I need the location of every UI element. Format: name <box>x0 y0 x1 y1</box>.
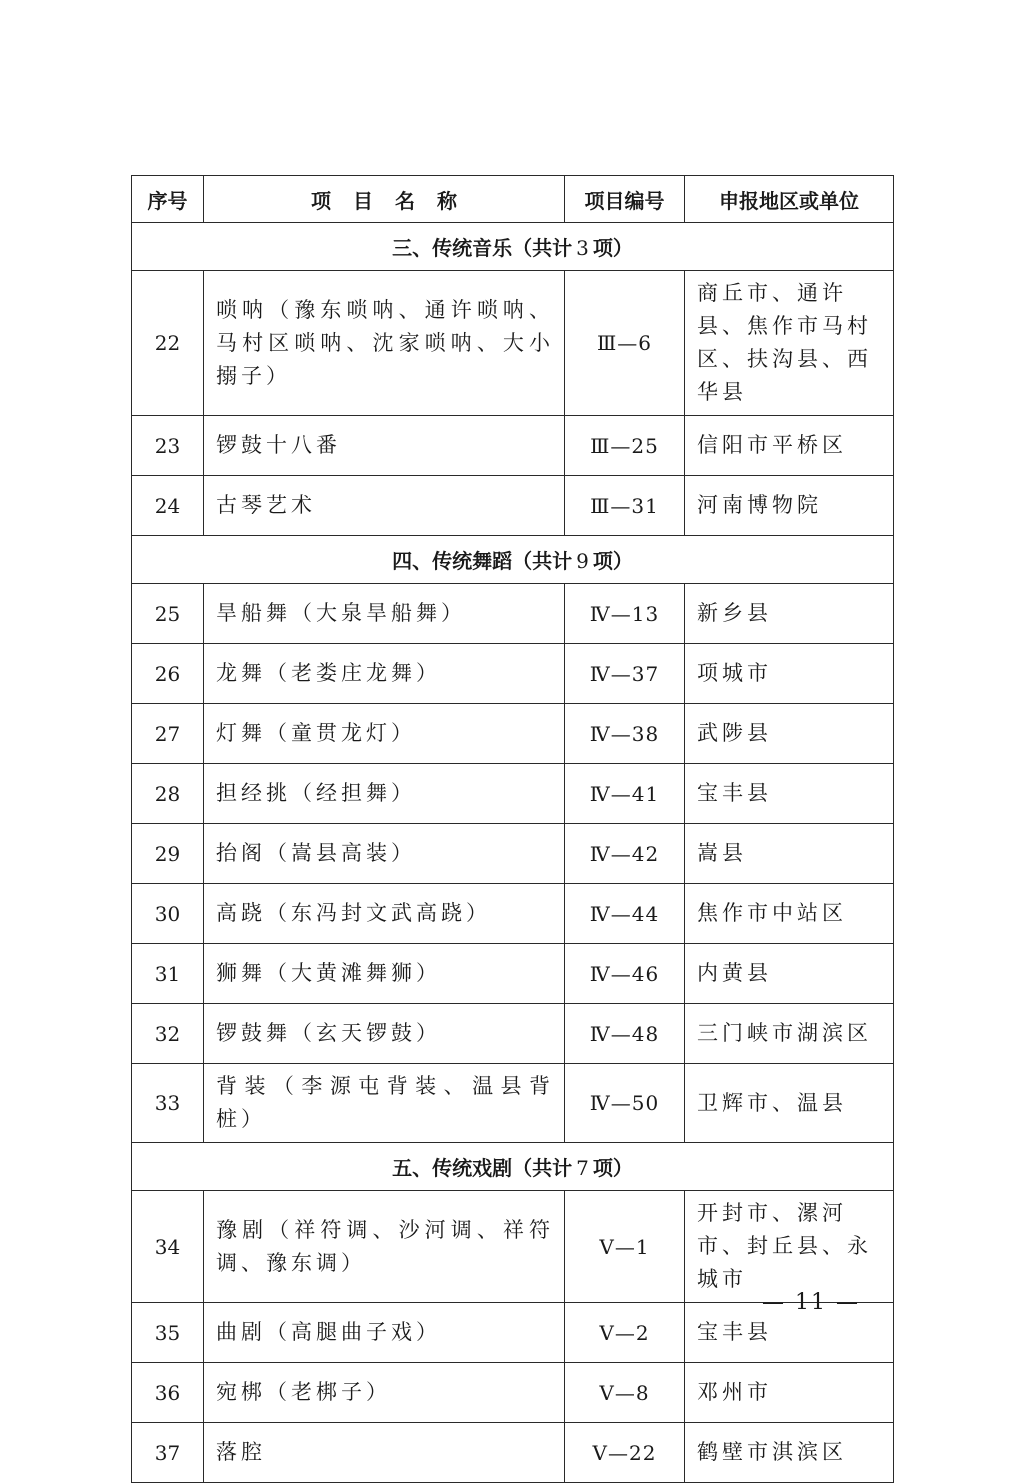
region-cell: 新乡县 <box>685 584 894 644</box>
seq-cell: 22 <box>132 271 204 416</box>
seq-cell: 29 <box>132 824 204 884</box>
section-title: 三、传统音乐（共计 <box>392 236 573 260</box>
region-cell: 鹤壁市淇滨区 <box>685 1423 894 1483</box>
code-cell: Ⅳ—37 <box>565 644 685 704</box>
section-row-dance <box>132 536 894 584</box>
region-cell: 宝丰县 <box>685 1303 894 1363</box>
code-cell: Ⅳ—42 <box>565 824 685 884</box>
table-row <box>132 584 894 644</box>
table-row <box>132 271 894 416</box>
seq-cell: 37 <box>132 1423 204 1483</box>
code-cell: Ⅴ—1 <box>565 1191 685 1303</box>
region-cell: 开封市、漯河市、封丘县、永城市 <box>685 1191 894 1303</box>
code-cell: Ⅳ—41 <box>565 764 685 824</box>
name-cell: 狮舞（大黄滩舞狮） <box>204 944 565 1004</box>
section-suffix: 项） <box>592 236 633 260</box>
name-cell: 古琴艺术 <box>204 476 565 536</box>
code-cell: Ⅴ—22 <box>565 1423 685 1483</box>
table-row <box>132 764 894 824</box>
table-row <box>132 644 894 704</box>
seq-cell: 27 <box>132 704 204 764</box>
seq-cell: 28 <box>132 764 204 824</box>
section-row-drama <box>132 1143 894 1191</box>
table-row <box>132 824 894 884</box>
name-cell: 灯舞（童贯龙灯） <box>204 704 565 764</box>
seq-cell: 24 <box>132 476 204 536</box>
name-cell: 抬阁（嵩县高装） <box>204 824 565 884</box>
region-cell: 宝丰县 <box>685 764 894 824</box>
region-cell: 内黄县 <box>685 944 894 1004</box>
region-cell: 河南博物院 <box>685 476 894 536</box>
name-cell: 担经挑（经担舞） <box>204 764 565 824</box>
code-cell: Ⅳ—50 <box>565 1064 685 1143</box>
section-title-cell <box>132 223 894 271</box>
seq-cell: 34 <box>132 1191 204 1303</box>
header-seq: 序号 <box>132 176 204 223</box>
seq-cell: 32 <box>132 1004 204 1064</box>
section-suffix: 项） <box>592 1156 633 1180</box>
code-cell: Ⅲ—25 <box>565 416 685 476</box>
name-cell: 龙舞（老娄庄龙舞） <box>204 644 565 704</box>
header-name: 项目名称 <box>204 176 565 223</box>
name-cell: 唢呐（豫东唢呐、通许唢呐、马村区唢呐、沈家唢呐、大小搦子） <box>204 271 565 416</box>
section-suffix: 项） <box>592 549 633 573</box>
section-count: 3 <box>576 236 589 260</box>
section-count: 9 <box>576 549 589 573</box>
name-cell: 宛梆（老梆子） <box>204 1363 565 1423</box>
section-row-music <box>132 223 894 271</box>
seq-cell: 31 <box>132 944 204 1004</box>
heritage-items-table <box>131 175 894 1483</box>
name-cell: 旱船舞（大泉旱船舞） <box>204 584 565 644</box>
code-cell: Ⅳ—38 <box>565 704 685 764</box>
name-cell: 锣鼓舞（玄天锣鼓） <box>204 1004 565 1064</box>
section-count: 7 <box>576 1156 589 1180</box>
name-cell: 高跷（东冯封文武高跷） <box>204 884 565 944</box>
code-cell: Ⅳ—46 <box>565 944 685 1004</box>
region-cell: 信阳市平桥区 <box>685 416 894 476</box>
seq-cell: 26 <box>132 644 204 704</box>
code-cell: Ⅳ—13 <box>565 584 685 644</box>
table-row <box>132 476 894 536</box>
table-row <box>132 704 894 764</box>
seq-cell: 30 <box>132 884 204 944</box>
seq-cell: 23 <box>132 416 204 476</box>
code-cell: Ⅴ—2 <box>565 1303 685 1363</box>
region-cell: 邓州市 <box>685 1363 894 1423</box>
header-code: 项目编号 <box>565 176 685 223</box>
region-cell: 商丘市、通许县、焦作市马村区、扶沟县、西华县 <box>685 271 894 416</box>
section-title-cell <box>132 536 894 584</box>
region-cell: 焦作市中站区 <box>685 884 894 944</box>
table-row <box>132 1191 894 1303</box>
region-cell: 卫辉市、温县 <box>685 1064 894 1143</box>
name-cell: 曲剧（高腿曲子戏） <box>204 1303 565 1363</box>
code-cell: Ⅲ—31 <box>565 476 685 536</box>
region-cell: 项城市 <box>685 644 894 704</box>
table-row <box>132 884 894 944</box>
region-cell: 武陟县 <box>685 704 894 764</box>
code-cell: Ⅲ—6 <box>565 271 685 416</box>
page-number: — 11 — <box>762 1290 860 1315</box>
seq-cell: 36 <box>132 1363 204 1423</box>
table-row <box>132 944 894 1004</box>
table-header-row <box>132 176 894 223</box>
table-row <box>132 1423 894 1483</box>
seq-cell: 33 <box>132 1064 204 1143</box>
section-title-cell <box>132 1143 894 1191</box>
code-cell: Ⅴ—8 <box>565 1363 685 1423</box>
table-row <box>132 416 894 476</box>
code-cell: Ⅳ—44 <box>565 884 685 944</box>
section-title: 五、传统戏剧（共计 <box>392 1156 573 1180</box>
table-row <box>132 1064 894 1143</box>
name-cell: 锣鼓十八番 <box>204 416 565 476</box>
name-cell: 豫剧（祥符调、沙河调、祥符调、豫东调） <box>204 1191 565 1303</box>
name-cell: 落腔 <box>204 1423 565 1483</box>
name-cell: 背装（李源屯背装、温县背桩） <box>204 1064 565 1143</box>
table-row <box>132 1363 894 1423</box>
seq-cell: 35 <box>132 1303 204 1363</box>
region-cell: 嵩县 <box>685 824 894 884</box>
header-region: 申报地区或单位 <box>685 176 894 223</box>
code-cell: Ⅳ—48 <box>565 1004 685 1064</box>
region-cell: 三门峡市湖滨区 <box>685 1004 894 1064</box>
seq-cell: 25 <box>132 584 204 644</box>
table-row <box>132 1004 894 1064</box>
section-title: 四、传统舞蹈（共计 <box>392 549 573 573</box>
